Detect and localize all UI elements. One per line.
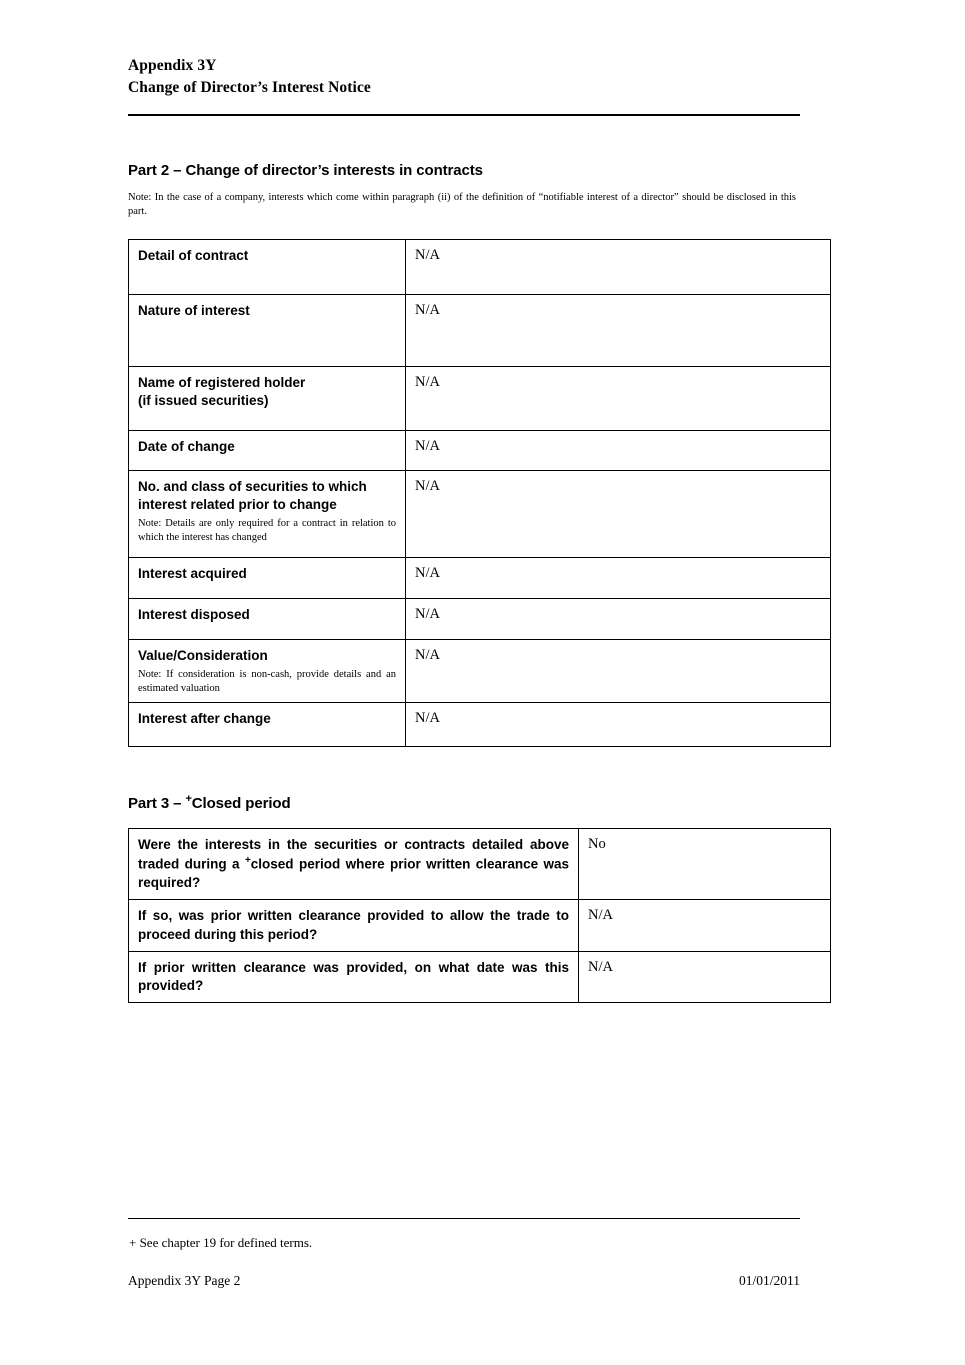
part2-table: [128, 239, 831, 748]
table-row: [129, 639, 831, 703]
label-text: Date of change: [138, 438, 235, 454]
row-label-interest-after-change: [129, 703, 406, 747]
label-note: Note: If consideration is non-cash, provide details and an estimated valuation: [138, 668, 396, 694]
part3-heading-suffix: Closed period: [191, 795, 291, 813]
row-label-interest-disposed: [129, 598, 406, 639]
table-row: [129, 703, 831, 747]
label-text: Interest after change: [138, 711, 271, 727]
row-label-securities-prior-to-change: [129, 470, 406, 557]
row-value-traded-during-closed-period[interactable]: No: [579, 829, 831, 900]
row-label-clearance-date: [129, 951, 579, 1002]
part3-table: [128, 828, 831, 1003]
row-value-prior-written-clearance-provided[interactable]: N/A: [579, 900, 831, 951]
row-label-interest-acquired: [129, 557, 406, 598]
label-text: Value/Consideration: [138, 647, 268, 663]
label-text: Interest acquired: [138, 565, 247, 581]
part3-heading-plus: +: [185, 793, 192, 806]
row-label-nature-of-interest: [129, 294, 406, 366]
label-text-line2: interest related prior to change: [138, 496, 337, 512]
row-value-value-consideration[interactable]: N/A: [406, 639, 831, 703]
document-content: [128, 55, 800, 1003]
label-text: Nature of interest: [138, 302, 250, 318]
page-footer: [128, 1218, 800, 1289]
row-value-interest-acquired[interactable]: N/A: [406, 557, 831, 598]
footer-divider: [128, 1218, 800, 1219]
header-title-line: Change of Director’s Interest Notice: [128, 79, 371, 97]
footer-row: [128, 1273, 800, 1289]
footer-page-label: Appendix 3Y Page 2: [128, 1273, 241, 1288]
row-value-interest-disposed[interactable]: N/A: [406, 598, 831, 639]
table-row: [129, 430, 831, 470]
table-row: [129, 951, 831, 1002]
row-value-interest-after-change[interactable]: N/A: [406, 703, 831, 747]
label-text: Detail of contract: [138, 247, 249, 263]
part2-note: Note: In the case of a company, interests which come within paragraph (ii) of the definition of “notifiable interest of a director” should be disclosed in this part.: [128, 191, 796, 217]
question-text-part1: Were the interests in the securities or contracts detailed above traded during a: [138, 837, 569, 872]
row-label-prior-written-clearance-provided: [129, 900, 579, 951]
question-text-part1: If so, was prior written clearance provided to allow the trade to proceed during this period?: [138, 908, 569, 942]
row-label-value-consideration: [129, 639, 406, 703]
row-value-securities-prior-to-change[interactable]: N/A: [406, 470, 831, 557]
question-text-part2: closed period where prior written clearance was required?: [138, 856, 569, 891]
label-note: Note: Details are only required for a contract in relation to which the interest has changed: [138, 518, 396, 543]
table-row: [129, 366, 831, 430]
row-label-traded-during-closed-period: [129, 829, 579, 900]
table-row: [129, 557, 831, 598]
part2-heading: Part 2 – Change of director’s interests in contracts: [128, 161, 483, 179]
question-plus: +: [244, 855, 251, 867]
table-row: [129, 900, 831, 951]
row-label-detail-of-contract: [129, 239, 406, 294]
row-label-name-of-registered-holder: [129, 366, 406, 430]
header-divider: [128, 114, 800, 116]
row-value-clearance-date[interactable]: N/A: [579, 951, 831, 1002]
header-appendix-line: Appendix 3Y: [128, 57, 217, 74]
row-value-date-of-change[interactable]: N/A: [406, 430, 831, 470]
row-label-date-of-change: [129, 430, 406, 470]
label-text-line1: Name of registered holder: [138, 374, 306, 390]
part3-heading-prefix: Part 3 –: [128, 795, 186, 813]
table-row: [129, 598, 831, 639]
part3-heading: [128, 793, 800, 812]
label-text-line1: No. and class of securities to which: [138, 478, 367, 494]
row-value-nature-of-interest[interactable]: N/A: [406, 294, 831, 366]
table-row: [129, 239, 831, 294]
label-text: Interest disposed: [138, 606, 250, 622]
table-row: [129, 294, 831, 366]
document-header: [128, 55, 800, 100]
table-row: [129, 470, 831, 557]
row-value-detail-of-contract[interactable]: N/A: [406, 239, 831, 294]
footer-note: + See chapter 19 for defined terms.: [129, 1235, 313, 1250]
question-text-part1: If prior written clearance was provided, on what date was this provided?: [138, 959, 569, 993]
row-value-name-of-registered-holder[interactable]: N/A: [406, 366, 831, 430]
label-text-line2: (if issued securities): [138, 392, 269, 408]
table-row: [129, 829, 831, 900]
footer-date: 01/01/2011: [738, 1273, 800, 1288]
